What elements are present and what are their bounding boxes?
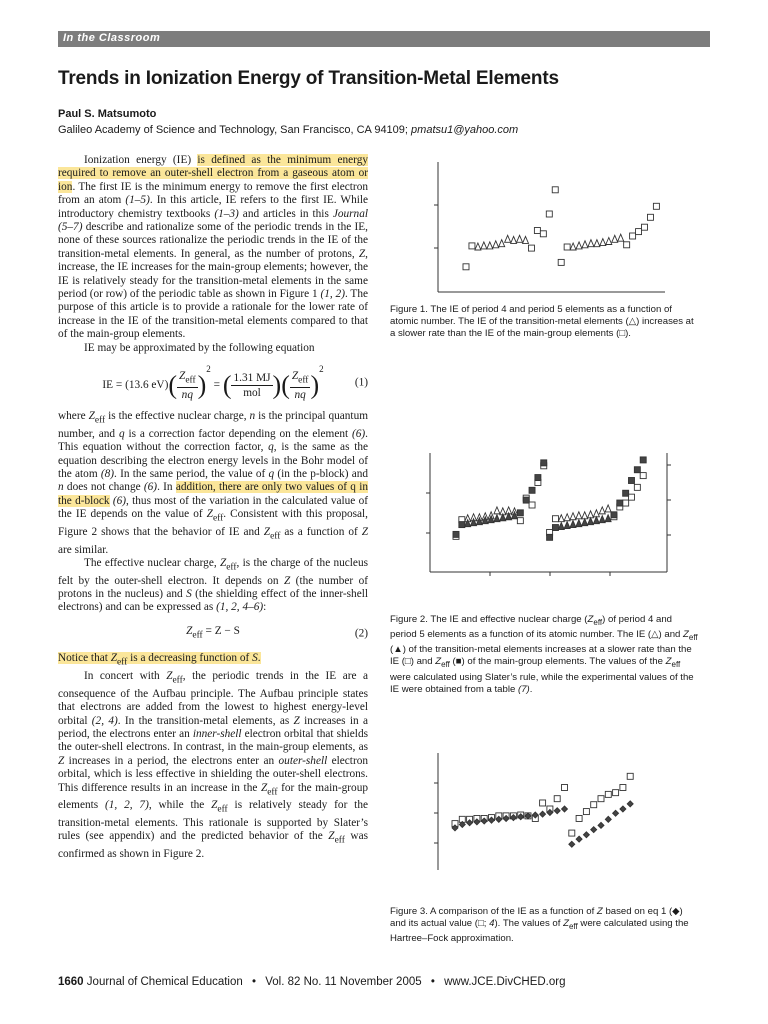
data-point-square <box>630 233 636 239</box>
data-point-square <box>552 187 558 193</box>
data-point-triangle <box>523 236 529 243</box>
figure-3-chart <box>390 750 700 870</box>
data-point-square <box>517 510 523 516</box>
data-point-square <box>569 830 575 836</box>
affiliation-text: Galileo Academy of Science and Technology, San Francisco, CA 94109; <box>58 124 408 136</box>
axes <box>434 162 665 292</box>
data-point-square <box>552 516 558 522</box>
paragraph <box>58 652 368 670</box>
data-point-square <box>605 791 611 797</box>
data-point-triangle <box>599 507 605 514</box>
paragraph: In concert with $Z_{eff}$, the periodic trends in the IE are a consequence of the Aufbau principle. The Aufbau principle states that electrons are added from the lowest to highest energy-level orbital (2, 4). In the transition-metal elements, as Z increases in a period, the electrons enter an inner-shell electron orbital that shields the outer-shell electrons. In contrast, in the main-group elements, as Z increases in a period, the electrons enter an outer-shell electron orbital, which is less effective in shielding the outer-shell electrons. This difference results in an increase in the $Z_{eff}$ for the main-group elements (1, 2, 7), while the $Z_{eff}$ is relatively steady for the transition-metal elements. This rationale is supported by Slater’s rules (see appendix) and the predicted behavior of the $Z_{eff}$ was confirmed as shown in Figure 2. <box>58 670 369 860</box>
data-point-triangle <box>481 242 487 249</box>
page-footer: 1660 Journal of Chemical Education • Vol. 82 No. 11 November 2005 • www.JCE.DivCHED.org <box>58 976 566 988</box>
equation-2: $Z_{eff} = Z - S$ (2) <box>186 624 368 641</box>
data-point-square <box>576 815 582 821</box>
highlight: is defined as the minimum energy required to remove an outer-shell electron from a gaseous atom or ion <box>58 154 368 193</box>
data-point-diamond <box>540 811 546 817</box>
equation-number: (1) <box>354 375 368 388</box>
data-point-square <box>640 457 646 463</box>
data-point-square <box>634 467 640 473</box>
data-point-triangle <box>499 240 505 247</box>
journal-url: www.JCE.DivCHED.org <box>444 976 566 988</box>
equation-1: IE = (13.6 eV)( $\frac{Z_{eff}}{nq}$ )$^2$ = ( $\frac{1.31 MJ}{\text{mol}}$ )( $\frac{Z_{eff}}{nq}$ )$^2$ (1) <box>102 364 368 402</box>
data-point-diamond <box>569 841 575 847</box>
data-point-triangle <box>570 243 576 250</box>
data-point-square <box>463 264 469 270</box>
data-point-square <box>642 224 648 230</box>
equation-number: (2) <box>354 626 368 639</box>
data-point-triangle <box>570 513 576 520</box>
data-point-square <box>517 518 523 524</box>
highlight: Notice that $Z_{eff}$ is a decreasing function of S. <box>58 652 261 668</box>
data-point-triangle <box>582 519 588 526</box>
data-point-square <box>535 475 541 481</box>
data-point-square <box>653 203 659 209</box>
data-point-triangle <box>593 517 599 524</box>
figure-3 <box>390 750 700 946</box>
data-point-triangle <box>606 238 612 245</box>
data-point-square <box>623 490 629 496</box>
data-point-square <box>629 494 635 500</box>
data-point-triangle <box>558 515 564 522</box>
data-point-triangle <box>494 515 500 522</box>
data-point-square <box>546 211 552 217</box>
paragraph: IE may be approximated by the following equation <box>84 341 315 354</box>
data-point-square <box>552 525 558 531</box>
figure-1 <box>390 160 700 341</box>
article-title: Trends in Ionization Energy of Transition-Metal Elements <box>58 68 559 89</box>
data-point-square <box>540 800 546 806</box>
data-point-triangle <box>505 235 511 242</box>
data-point-triangle <box>605 515 611 522</box>
data-point-triangle <box>511 236 517 243</box>
data-point-diamond <box>576 836 582 842</box>
data-point-square <box>562 785 568 791</box>
data-point-triangle <box>493 241 499 248</box>
data-point-diamond <box>620 806 626 812</box>
paragraph: where $Z_{eff}$ is the effective nuclear charge, n is the principal quantum number, and q is a correction factor depending on the element (6). This equation without the correction factor, q, is the same as the equation describing the electron energy levels in the Bohr model of the atom (8). In the same period, the value of q (in the p-block) and n does not change (6). In addition, there are only two values of q in the d-block (6), thus most of the variation in the calculated value of the IE depends on the value of $Z_{eff}$. Consistent with this proposal, Figure 2 shows that the behavior of IE and $Z_{eff}$ as a function of Z are similar. <box>58 410 369 556</box>
data-point-square <box>554 796 560 802</box>
data-point-square <box>611 512 617 518</box>
data-point-triangle <box>599 516 605 523</box>
data-point-square <box>564 244 570 250</box>
data-point-square <box>529 502 535 508</box>
data-point-square <box>529 487 535 493</box>
data-point-square <box>624 242 630 248</box>
data-point-square <box>583 809 589 815</box>
data-point-square <box>647 214 653 220</box>
data-point-square <box>534 228 540 234</box>
data-point-triangle <box>487 242 493 249</box>
data-point-square <box>547 534 553 540</box>
data-point-triangle <box>618 234 624 241</box>
figure-2-chart <box>390 450 700 578</box>
data-point-triangle <box>605 505 611 512</box>
data-point-square <box>629 478 635 484</box>
author-email: pmatsu1@yahoo.com <box>411 124 519 136</box>
data-point-triangle <box>600 239 606 246</box>
data-point-triangle <box>588 518 594 525</box>
data-point-diamond <box>613 810 619 816</box>
data-point-triangle <box>475 243 481 250</box>
data-point-diamond <box>562 806 568 812</box>
data-point-square <box>558 259 564 265</box>
data-point-square <box>469 243 475 249</box>
data-point-square <box>540 231 546 237</box>
data-point-triangle <box>582 241 588 248</box>
paragraph: Ionization energy (IE) is defined as the minimum energy required to remove an outer-shell electron from a gaseous atom or ion. The first IE is the minimum energy to remove the first electron from an atom (1–5). In this article, IE refers to the first IE. While introductory chemistry textbooks (1–3) and articles in this Journal (5–7) describe and rationalize some of the periodic trends in the IE, none of these sources rationalize the periodic trends in the IE of the transition-metal elements. In general, as the number of protons, Z, increase, the IE increases for the main-group elements; however, the IE is relatively steady for the transition-metal elements in the same period (or row) of the periodic table as shown in Figure 1 (1, 2). The purpose of this article is to provide a rationale for the lower rate of increase in the IE of the transition-metal elements compared to that of the main-group elements. <box>58 154 369 341</box>
data-point-square <box>541 460 547 466</box>
data-point-triangle <box>612 235 618 242</box>
figure-2 <box>390 450 700 696</box>
data-point-square <box>627 773 633 779</box>
data-point-triangle <box>570 521 576 528</box>
figure-1-chart <box>390 160 700 300</box>
body-column <box>58 154 368 861</box>
data-point-square <box>598 796 604 802</box>
data-point-square <box>623 500 629 506</box>
data-point-square <box>617 500 623 506</box>
data-point-square <box>640 473 646 479</box>
data-point-square <box>636 229 642 235</box>
highlight: addition, there are only two values of q in the d-block <box>58 481 368 507</box>
data-point-square <box>591 802 597 808</box>
data-point-triangle <box>494 507 500 514</box>
data-point-square <box>459 522 465 528</box>
data-point-triangle <box>588 240 594 247</box>
figure-1-caption: Figure 1. The IE of period 4 and period 5 elements as a function of atomic number. The IE of the transition-metal elements (△) increases at a slower rate than the IE of the main-group elements (□). <box>390 304 694 340</box>
data-point-triangle <box>517 235 523 242</box>
data-point-triangle <box>564 522 570 529</box>
data-point-square <box>620 785 626 791</box>
data-point-diamond <box>583 832 589 838</box>
data-point-triangle <box>576 520 582 527</box>
data-point-square <box>528 245 534 251</box>
paragraph: The effective nuclear charge, $Z_{eff}$, is the charge of the nucleus felt by the outer-shell electron. It depends on Z (the number of protons in the nucleus) and S (the shielding effect of the inner-shell electrons) and can be expressed as (1, 2, 4–6): <box>58 556 368 614</box>
data-point-square <box>523 497 529 503</box>
data-point-diamond <box>605 816 611 822</box>
data-point-triangle <box>594 240 600 247</box>
data-point-triangle <box>576 242 582 249</box>
data-point-square <box>613 790 619 796</box>
data-point-square <box>453 531 459 537</box>
data-point-square <box>634 484 640 490</box>
article-affiliation <box>58 124 518 136</box>
data-point-diamond <box>627 801 633 807</box>
section-label: In the Classroom <box>63 32 161 44</box>
data-point-triangle <box>558 523 564 530</box>
data-point-triangle <box>564 514 570 521</box>
article-author: Paul S. Matsumoto <box>58 108 157 120</box>
data-point-diamond <box>554 808 560 814</box>
journal-name: Journal of Chemical Education <box>86 976 243 988</box>
page-number: 1660 <box>58 976 84 988</box>
journal-volume: Vol. 82 No. 11 November 2005 <box>265 976 422 988</box>
figure-2-caption: Figure 2. The IE and effective nuclear charge $(Z_{eff})$ of period 4 and period 5 elements as a function of its atomic number. The IE (△) and $Z_{eff}$ (▲) of the transition-metal elements increases at a slower rate than the IE (□) and $Z_{eff}$ (■) of the main-group elements. The values of the $Z_{eff}$ were calculated using Slater’s rule, while the experimental values of the IE were obtained from a table (7). <box>390 614 698 695</box>
figure-3-caption: Figure 3. A comparison of the IE as a function of Z based on eq 1 (◆) and its actual value (□; 4). The values of $Z_{eff}$ were calculated using the Hartree–Fock approximation. <box>390 906 689 945</box>
data-point-diamond <box>598 822 604 828</box>
section-header-bar <box>58 31 710 47</box>
data-point-diamond <box>591 827 597 833</box>
data-point-triangle <box>576 512 582 519</box>
